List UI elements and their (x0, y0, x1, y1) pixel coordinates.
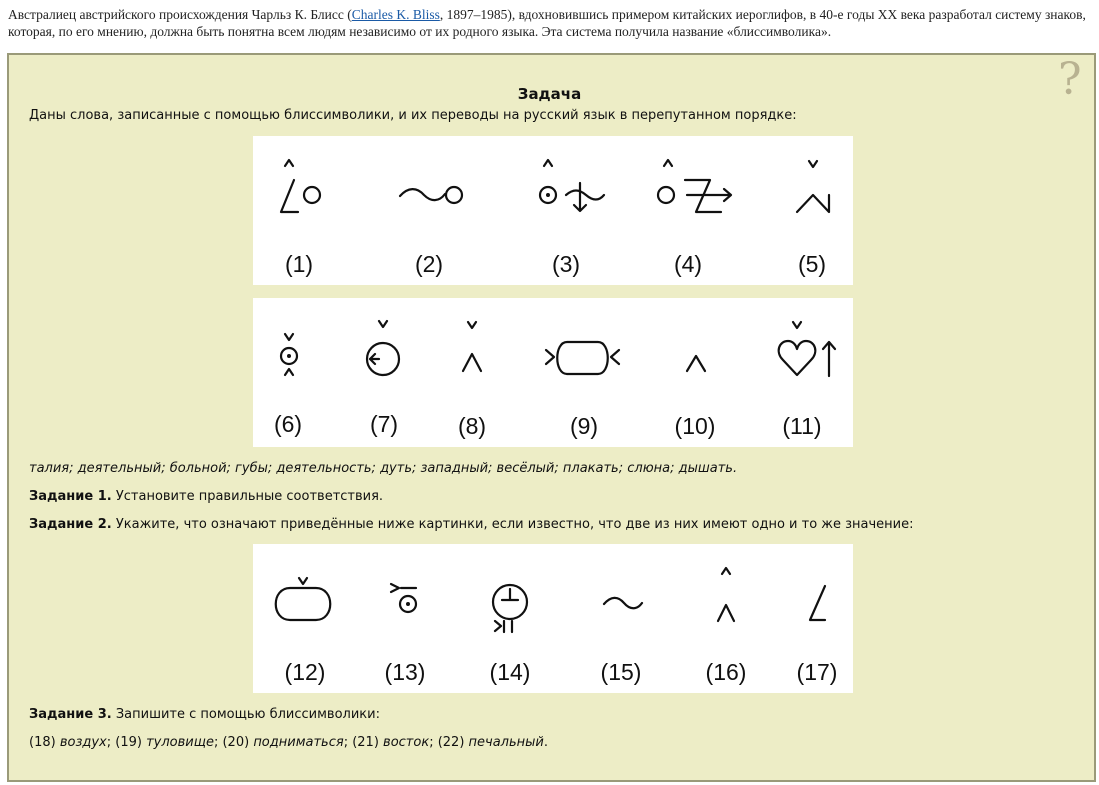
label-4: (4) (673, 251, 703, 277)
task-title: Задача (517, 85, 582, 103)
task-1 (29, 489, 383, 504)
symbol-12 (276, 578, 331, 620)
label-10: (10) (674, 413, 716, 439)
label-16: (16) (705, 659, 747, 685)
final-item-word: туловище (146, 735, 214, 750)
label-9: (9) (569, 413, 599, 439)
symbol-4 (664, 160, 731, 212)
symbol-2-circle (446, 187, 462, 203)
label-17: (17) (796, 659, 838, 685)
final-item-number: (20) (222, 735, 254, 750)
word-list-items: талия; деятельный; больной; губы; деятельность; дуть; западный; весёлый; плакать; слюна; дышать. (29, 461, 738, 476)
symbol-5 (797, 161, 829, 212)
final-item-word: подниматься (253, 735, 344, 750)
label-8: (8) (457, 413, 487, 439)
symbol-14 (495, 589, 518, 632)
label-3: (3) (551, 251, 581, 277)
symbol-11 (779, 322, 835, 376)
help-question-icon[interactable]: ? (1058, 54, 1082, 105)
symbol-9 (546, 342, 619, 374)
symbol-10 (687, 356, 705, 371)
symbol-17 (810, 586, 825, 620)
task-3-text: Запишите с помощью блиссимволики: (111, 707, 380, 722)
symbol-1-circle (304, 187, 320, 203)
task-1-text: Установите правильные соответствия. (111, 489, 384, 504)
label-14: (14) (489, 659, 531, 685)
label-2: (2) (414, 251, 444, 277)
symbol-15 (604, 598, 642, 608)
task-2-text: Укажите, что означают приведённые ниже картинки, если известно, что две из них имеют одно и то же значение: (111, 517, 914, 532)
task-3-label: Задание 3. (29, 707, 112, 722)
panel-3-labels (285, 659, 838, 685)
symbols-panel-1 (253, 136, 853, 285)
symbol-4-circle (658, 187, 674, 203)
label-1: (1) (284, 251, 314, 277)
symbols-panel-3 (253, 544, 853, 693)
symbol-2 (400, 189, 445, 200)
intro-paragraph (8, 6, 1093, 40)
final-item-word: печальный (468, 735, 544, 750)
symbol-13 (391, 584, 416, 592)
final-item-number: (21) (352, 735, 384, 750)
label-11: (11) (782, 413, 822, 439)
symbols-panel-2 (253, 298, 853, 447)
label-15: (15) (600, 659, 642, 685)
bliss-link[interactable]: Charles K. Bliss (351, 7, 440, 22)
label-12: (12) (284, 659, 326, 685)
task-2 (29, 517, 914, 532)
task-lead: Даны слова, записанные с помощью блиссимволики, и их переводы на русский язык в перепутанном порядке: (29, 108, 797, 123)
final-item-word: восток (383, 735, 430, 750)
symbol-8 (463, 322, 481, 371)
task-1-label: Задание 1. (29, 489, 112, 504)
final-item-word: воздух (59, 735, 107, 750)
panel-1-labels (285, 251, 826, 277)
label-7: (7) (369, 411, 399, 437)
final-item-number: (19) (115, 735, 147, 750)
task-2-label: Задание 2. (29, 517, 112, 532)
label-13: (13) (384, 659, 426, 685)
symbol-3 (544, 160, 604, 211)
intro-text-end: , 1897–1985), вдохновившись примером китайских иероглифов, в 40-е годы XX века разработал систему знаков, которая, по его мнению, должна быть понятна всем людям независимо от их родного языка. Эта система получила название «блиссимволика». (8, 7, 1086, 39)
label-6: (6) (273, 411, 303, 437)
symbol-16 (718, 568, 734, 621)
symbol-1 (281, 160, 298, 212)
panel-2-labels (274, 411, 822, 439)
word-list (29, 461, 737, 476)
final-items: (18) воздух; (19) туловище; (20) подниматься; (21) восток; (22) печальный. (29, 735, 548, 750)
final-item-number: (22) (437, 735, 469, 750)
task-3 (29, 707, 380, 722)
final-item-number: (18) (29, 735, 60, 750)
intro-text-start: Австралиец австрийского происхождения Чарльз К. Блисс ( (8, 7, 352, 22)
label-5: (5) (797, 251, 827, 277)
